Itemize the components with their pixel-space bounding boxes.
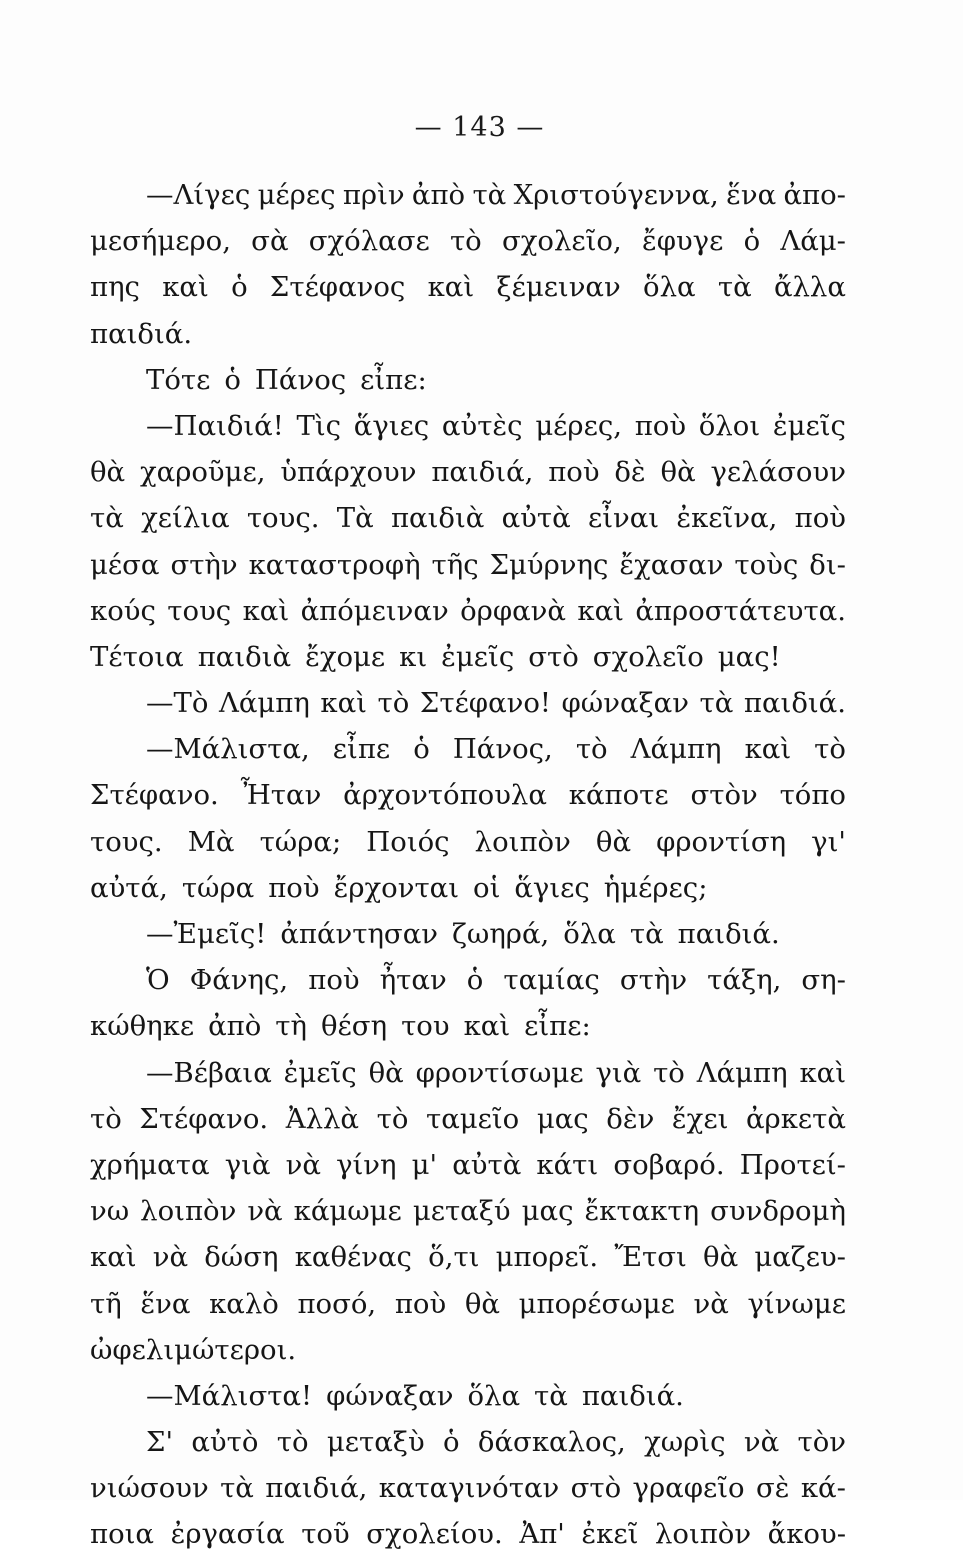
word: λοιπὸν bbox=[140, 1195, 237, 1228]
word: στὴν bbox=[619, 964, 688, 997]
word: τὰ bbox=[717, 271, 752, 304]
word: ἔφυγε bbox=[641, 225, 724, 258]
word: εἶναι bbox=[587, 502, 660, 535]
text-line bbox=[90, 172, 846, 218]
word: γι' bbox=[811, 825, 846, 858]
text-line bbox=[90, 957, 846, 1003]
word: ἔκτακτη bbox=[584, 1195, 700, 1228]
word: τὸ bbox=[653, 1056, 685, 1089]
word: —Ἐμεῖς! bbox=[146, 918, 267, 950]
text-line bbox=[90, 403, 846, 449]
word: φώναξαν bbox=[326, 1379, 454, 1412]
word: μας! bbox=[717, 640, 781, 673]
word: θὰ bbox=[90, 456, 126, 489]
word: σχόλασε bbox=[308, 225, 430, 258]
word: παιδιά. bbox=[581, 1379, 684, 1412]
word: Λάμπη bbox=[630, 733, 722, 766]
word: τους. bbox=[90, 825, 163, 858]
word: τὰ bbox=[534, 1379, 568, 1412]
word: μεταξὺ bbox=[326, 1426, 425, 1459]
word: Προτεί- bbox=[739, 1148, 846, 1181]
word: Λάμπη bbox=[696, 1056, 788, 1089]
word: κά- bbox=[800, 1472, 846, 1505]
word: χαροῦμε, bbox=[139, 456, 266, 489]
word: τὸν bbox=[797, 1426, 846, 1459]
word: —Παιδιά! bbox=[146, 409, 284, 442]
word: ὁ bbox=[413, 733, 430, 766]
word: δι- bbox=[809, 548, 846, 581]
word: αὐτά, bbox=[90, 871, 168, 904]
word: —Τὸ bbox=[146, 687, 209, 720]
text-line bbox=[90, 357, 846, 403]
word: θὰ bbox=[703, 1241, 739, 1274]
word: καὶ bbox=[799, 1056, 846, 1089]
word: του bbox=[401, 1010, 450, 1043]
word: ἔχασαν bbox=[619, 548, 724, 581]
word: Σ' bbox=[146, 1426, 174, 1459]
word: μας bbox=[536, 1102, 589, 1135]
word: φώναξαν bbox=[561, 687, 689, 720]
word: λοιπὸν bbox=[474, 825, 571, 858]
text-line bbox=[90, 218, 846, 264]
word: ἕνα bbox=[140, 1287, 191, 1320]
word: τὸ bbox=[575, 733, 608, 766]
word: αὐτὸ bbox=[191, 1426, 259, 1459]
text-line bbox=[90, 1003, 846, 1049]
word: μ' bbox=[411, 1148, 438, 1181]
word: τοὺς bbox=[734, 548, 799, 581]
word: Στέφανος bbox=[269, 271, 406, 304]
word: γίνωμε bbox=[747, 1287, 846, 1320]
word: μέσα bbox=[90, 548, 160, 581]
word: ὅλα bbox=[467, 1379, 521, 1412]
word: ἕνα bbox=[726, 179, 777, 211]
word: τὰ bbox=[220, 1472, 254, 1505]
word: τόπο bbox=[779, 779, 846, 812]
word: καὶ bbox=[577, 594, 624, 627]
word: παιδιά. bbox=[677, 918, 780, 950]
word: φροντίση bbox=[656, 825, 787, 858]
word: μπορέσωμε bbox=[518, 1287, 675, 1320]
word: ποὺ bbox=[394, 1287, 447, 1320]
word: ἔχομε bbox=[305, 640, 386, 673]
word: ἅγιες bbox=[514, 871, 590, 904]
word: παιδιά. bbox=[90, 317, 193, 350]
word: —Βέβαια bbox=[146, 1056, 272, 1089]
page-number: — 143 — bbox=[414, 112, 545, 143]
word: σὲ bbox=[755, 1472, 790, 1505]
text-line bbox=[90, 680, 846, 726]
word: Ποιός bbox=[366, 825, 450, 858]
word: αὐτὰ bbox=[452, 1148, 522, 1181]
word: ποὺ bbox=[634, 409, 687, 442]
word: Χριστούγεννα, bbox=[513, 179, 719, 211]
text-line bbox=[90, 865, 846, 911]
word: φροντίσωμε bbox=[415, 1056, 584, 1089]
word: καθένας bbox=[294, 1241, 412, 1274]
word: παιδιά, bbox=[431, 456, 534, 489]
text-line bbox=[90, 1465, 846, 1511]
word: Ὁ bbox=[146, 964, 170, 997]
word: —Μάλιστα, bbox=[146, 733, 310, 766]
word: σοβαρό. bbox=[613, 1148, 725, 1181]
word: ὅλα bbox=[643, 271, 696, 304]
word: καταγινόταν bbox=[378, 1472, 560, 1505]
word: ποὺ bbox=[548, 456, 600, 489]
word: σχολεῖο, bbox=[501, 225, 622, 258]
word: τὸ bbox=[276, 1426, 309, 1459]
text-line bbox=[90, 1142, 846, 1188]
word: στὸ bbox=[570, 1472, 622, 1505]
word: καταστροφὴ bbox=[248, 548, 421, 581]
word: νὰ bbox=[693, 1287, 729, 1320]
word: τους. bbox=[246, 502, 320, 535]
word: τῆ bbox=[90, 1287, 122, 1320]
word: δάσκαλος, bbox=[477, 1426, 626, 1459]
word: ὁ bbox=[743, 225, 761, 258]
word: καὶ bbox=[162, 271, 209, 304]
word: γελάσουν bbox=[710, 456, 846, 489]
word: ἐμεῖς bbox=[283, 1056, 357, 1089]
word: ζωηρά, bbox=[452, 918, 550, 950]
word: δώση bbox=[204, 1241, 279, 1274]
word: ὀρφανὰ bbox=[460, 594, 566, 627]
word: νιώσουν bbox=[90, 1472, 209, 1505]
word: νὰ bbox=[152, 1241, 189, 1274]
word: νὰ bbox=[285, 1148, 321, 1181]
word: μεταξύ bbox=[412, 1195, 511, 1228]
word: νω bbox=[90, 1195, 130, 1228]
word: Λάμπη bbox=[218, 687, 310, 720]
word: λοιπὸν bbox=[654, 1518, 752, 1551]
word: δὲν bbox=[606, 1102, 655, 1135]
text-line bbox=[90, 911, 846, 957]
text-line bbox=[90, 311, 846, 357]
word: παιδιὰ bbox=[197, 640, 292, 673]
word: ὁ bbox=[466, 964, 484, 997]
word: θέση bbox=[321, 1010, 388, 1043]
word: σχολείου. bbox=[366, 1518, 503, 1551]
word: ποσό, bbox=[297, 1287, 377, 1320]
word: χείλια bbox=[141, 502, 230, 535]
word: ἡμέρες; bbox=[603, 871, 708, 904]
word: κώθηκε bbox=[90, 1010, 195, 1043]
word: Στέφανο. bbox=[139, 1102, 269, 1135]
word: ἐργασία bbox=[170, 1518, 285, 1551]
word: ἄλλα bbox=[773, 271, 846, 304]
word: καὶ bbox=[320, 687, 367, 720]
word: δὲ bbox=[614, 456, 646, 489]
word: ἐκεῖνα, bbox=[676, 502, 778, 535]
word: ἄκου- bbox=[767, 1518, 846, 1551]
word: τὰ bbox=[90, 502, 124, 535]
word: Στέφανο. bbox=[90, 779, 219, 812]
word: ἅγιες bbox=[353, 409, 430, 442]
word: Πάνος bbox=[254, 363, 347, 396]
word: συνδρομὴ bbox=[710, 1195, 846, 1228]
word: κάμωμε bbox=[293, 1195, 402, 1228]
text-line bbox=[90, 726, 846, 772]
word: τὰ bbox=[699, 687, 734, 720]
word: ἐμεῖς bbox=[772, 409, 846, 442]
word: καὶ bbox=[427, 271, 475, 304]
word: ξέμειναν bbox=[496, 271, 621, 304]
word: παιδιά. bbox=[743, 687, 846, 720]
text-line bbox=[90, 1419, 846, 1465]
word: ἀπὸ bbox=[411, 179, 466, 211]
word: εἶπε bbox=[332, 733, 391, 766]
word: τὰ bbox=[629, 918, 664, 950]
word: μαζευ- bbox=[754, 1241, 846, 1274]
word: μπορεῖ. bbox=[495, 1241, 599, 1274]
word: τὸ bbox=[449, 225, 482, 258]
word: καὶ bbox=[242, 594, 290, 627]
word: τὸ bbox=[377, 687, 410, 720]
word: αὐτὲς bbox=[441, 409, 523, 442]
word: Στέφανο! bbox=[419, 687, 551, 720]
word: θὰ bbox=[464, 1287, 500, 1320]
word: Τὶς bbox=[296, 409, 342, 442]
word: ποὺ bbox=[794, 502, 846, 535]
word: πρὶν bbox=[342, 179, 405, 211]
text-line bbox=[90, 1096, 846, 1142]
word: γραφεῖο bbox=[632, 1472, 745, 1505]
word: ποὺ bbox=[268, 871, 320, 904]
word: γιὰ bbox=[595, 1056, 642, 1089]
text-line bbox=[90, 495, 846, 541]
text-line bbox=[90, 264, 846, 310]
word: ὑπάρχουν bbox=[280, 456, 417, 489]
word: Τέτοια bbox=[90, 640, 184, 673]
text-line bbox=[90, 1511, 846, 1557]
word: καλὸ bbox=[209, 1287, 279, 1320]
text-line bbox=[90, 1281, 846, 1327]
word: Μὰ bbox=[187, 825, 235, 858]
word: χωρὶς bbox=[644, 1426, 726, 1459]
word: τὰ bbox=[472, 179, 507, 211]
body-text bbox=[90, 172, 846, 1558]
word: τῆς bbox=[431, 548, 479, 581]
word: Ἀλλὰ bbox=[285, 1102, 360, 1135]
word: καὶ bbox=[90, 1241, 137, 1274]
word: παιδιὰ bbox=[390, 502, 485, 535]
word: ὁ bbox=[231, 271, 248, 304]
word: ἔρχονται bbox=[333, 871, 460, 904]
word: Ἦταν bbox=[240, 779, 322, 812]
word: ἀπο- bbox=[783, 179, 846, 211]
word: Πάνος, bbox=[452, 733, 553, 766]
word: ὁ bbox=[443, 1426, 460, 1459]
word: ταμίας bbox=[503, 964, 600, 997]
word: Λάμ- bbox=[780, 225, 846, 258]
word: εἶπε: bbox=[524, 1010, 591, 1043]
word: τους bbox=[167, 594, 232, 627]
word: —Μάλιστα! bbox=[146, 1379, 313, 1412]
word: χρήματα bbox=[90, 1148, 210, 1181]
text-line bbox=[90, 1373, 846, 1419]
word: μέρες, bbox=[535, 409, 622, 442]
word: εἶπε: bbox=[360, 363, 427, 396]
word: τὴ bbox=[275, 1010, 307, 1043]
word: στὸ bbox=[528, 640, 579, 673]
word: ἀρκετὰ bbox=[745, 1102, 846, 1135]
word: σὰ bbox=[251, 225, 289, 258]
word: ποια bbox=[90, 1518, 154, 1551]
word: μεσήμερο, bbox=[90, 225, 231, 258]
word: θὰ bbox=[660, 456, 696, 489]
word: ὠφελιμώτεροι. bbox=[90, 1333, 297, 1366]
word: ἀρχοντόπουλα bbox=[343, 779, 547, 812]
word: Ἀπ' bbox=[519, 1518, 565, 1551]
word: ἀπάντησαν bbox=[280, 918, 438, 950]
word: γίνη bbox=[336, 1148, 397, 1181]
word: στὴν bbox=[170, 548, 238, 581]
word: ὅ,τι bbox=[428, 1241, 480, 1274]
word: θὰ bbox=[368, 1056, 404, 1089]
word: τὸ bbox=[376, 1102, 409, 1135]
word: καὶ bbox=[744, 733, 792, 766]
word: κάτι bbox=[536, 1148, 599, 1181]
word: ὅλοι bbox=[698, 409, 761, 442]
word: νὰ bbox=[743, 1426, 780, 1459]
word: Ἔτσι bbox=[614, 1241, 687, 1274]
word: ὅλα bbox=[563, 918, 616, 950]
word: κι bbox=[399, 640, 428, 673]
word: μας bbox=[521, 1195, 574, 1228]
word: Σμύρνης bbox=[489, 548, 609, 581]
word: —Λίγες bbox=[146, 179, 251, 211]
word: ἐκεῖ bbox=[581, 1518, 639, 1551]
word: ταμεῖο bbox=[425, 1102, 520, 1135]
word: τώρα; bbox=[259, 825, 342, 858]
text-line bbox=[90, 1327, 846, 1373]
word: νὰ bbox=[247, 1195, 283, 1228]
word: σχολεῖο bbox=[592, 640, 704, 673]
word: ἦταν bbox=[379, 964, 447, 997]
text-line bbox=[90, 1188, 846, 1234]
word: καὶ bbox=[463, 1010, 511, 1043]
word: τώρα bbox=[181, 871, 255, 904]
text-line bbox=[90, 449, 846, 495]
word: ποὺ bbox=[308, 964, 360, 997]
text-line bbox=[90, 634, 846, 680]
word: τὸ bbox=[814, 733, 846, 766]
word: ἔχει bbox=[671, 1102, 729, 1135]
word: θὰ bbox=[595, 825, 632, 858]
word: Τὰ bbox=[336, 502, 374, 535]
word: Τότε bbox=[146, 363, 211, 396]
word: πης bbox=[90, 271, 140, 304]
word: ἀπὸ bbox=[208, 1010, 262, 1043]
word: τοῦ bbox=[301, 1518, 350, 1551]
word: τάξη, bbox=[707, 964, 782, 997]
text-line bbox=[90, 772, 846, 818]
word: κούς bbox=[90, 594, 156, 627]
word: αὐτὰ bbox=[501, 502, 571, 535]
word: κάποτε bbox=[568, 779, 669, 812]
word: γιὰ bbox=[224, 1148, 271, 1181]
word: ὁ bbox=[224, 363, 241, 396]
word: ἐμεῖς bbox=[441, 640, 515, 673]
text-line bbox=[90, 588, 846, 634]
text-line bbox=[90, 1234, 846, 1280]
text-line bbox=[90, 1050, 846, 1096]
word: οἱ bbox=[473, 871, 501, 904]
text-line bbox=[90, 542, 846, 588]
word: ση- bbox=[801, 964, 846, 997]
text-line bbox=[90, 819, 846, 865]
word: ἀπόμειναν bbox=[300, 594, 449, 627]
word: στὸν bbox=[690, 779, 758, 812]
word: Φάνης, bbox=[189, 964, 289, 997]
word: τὸ bbox=[90, 1102, 122, 1135]
word: παιδιά, bbox=[265, 1472, 368, 1505]
word: ἀπροστάτευτα. bbox=[635, 594, 846, 627]
word: μέρες bbox=[257, 179, 336, 211]
